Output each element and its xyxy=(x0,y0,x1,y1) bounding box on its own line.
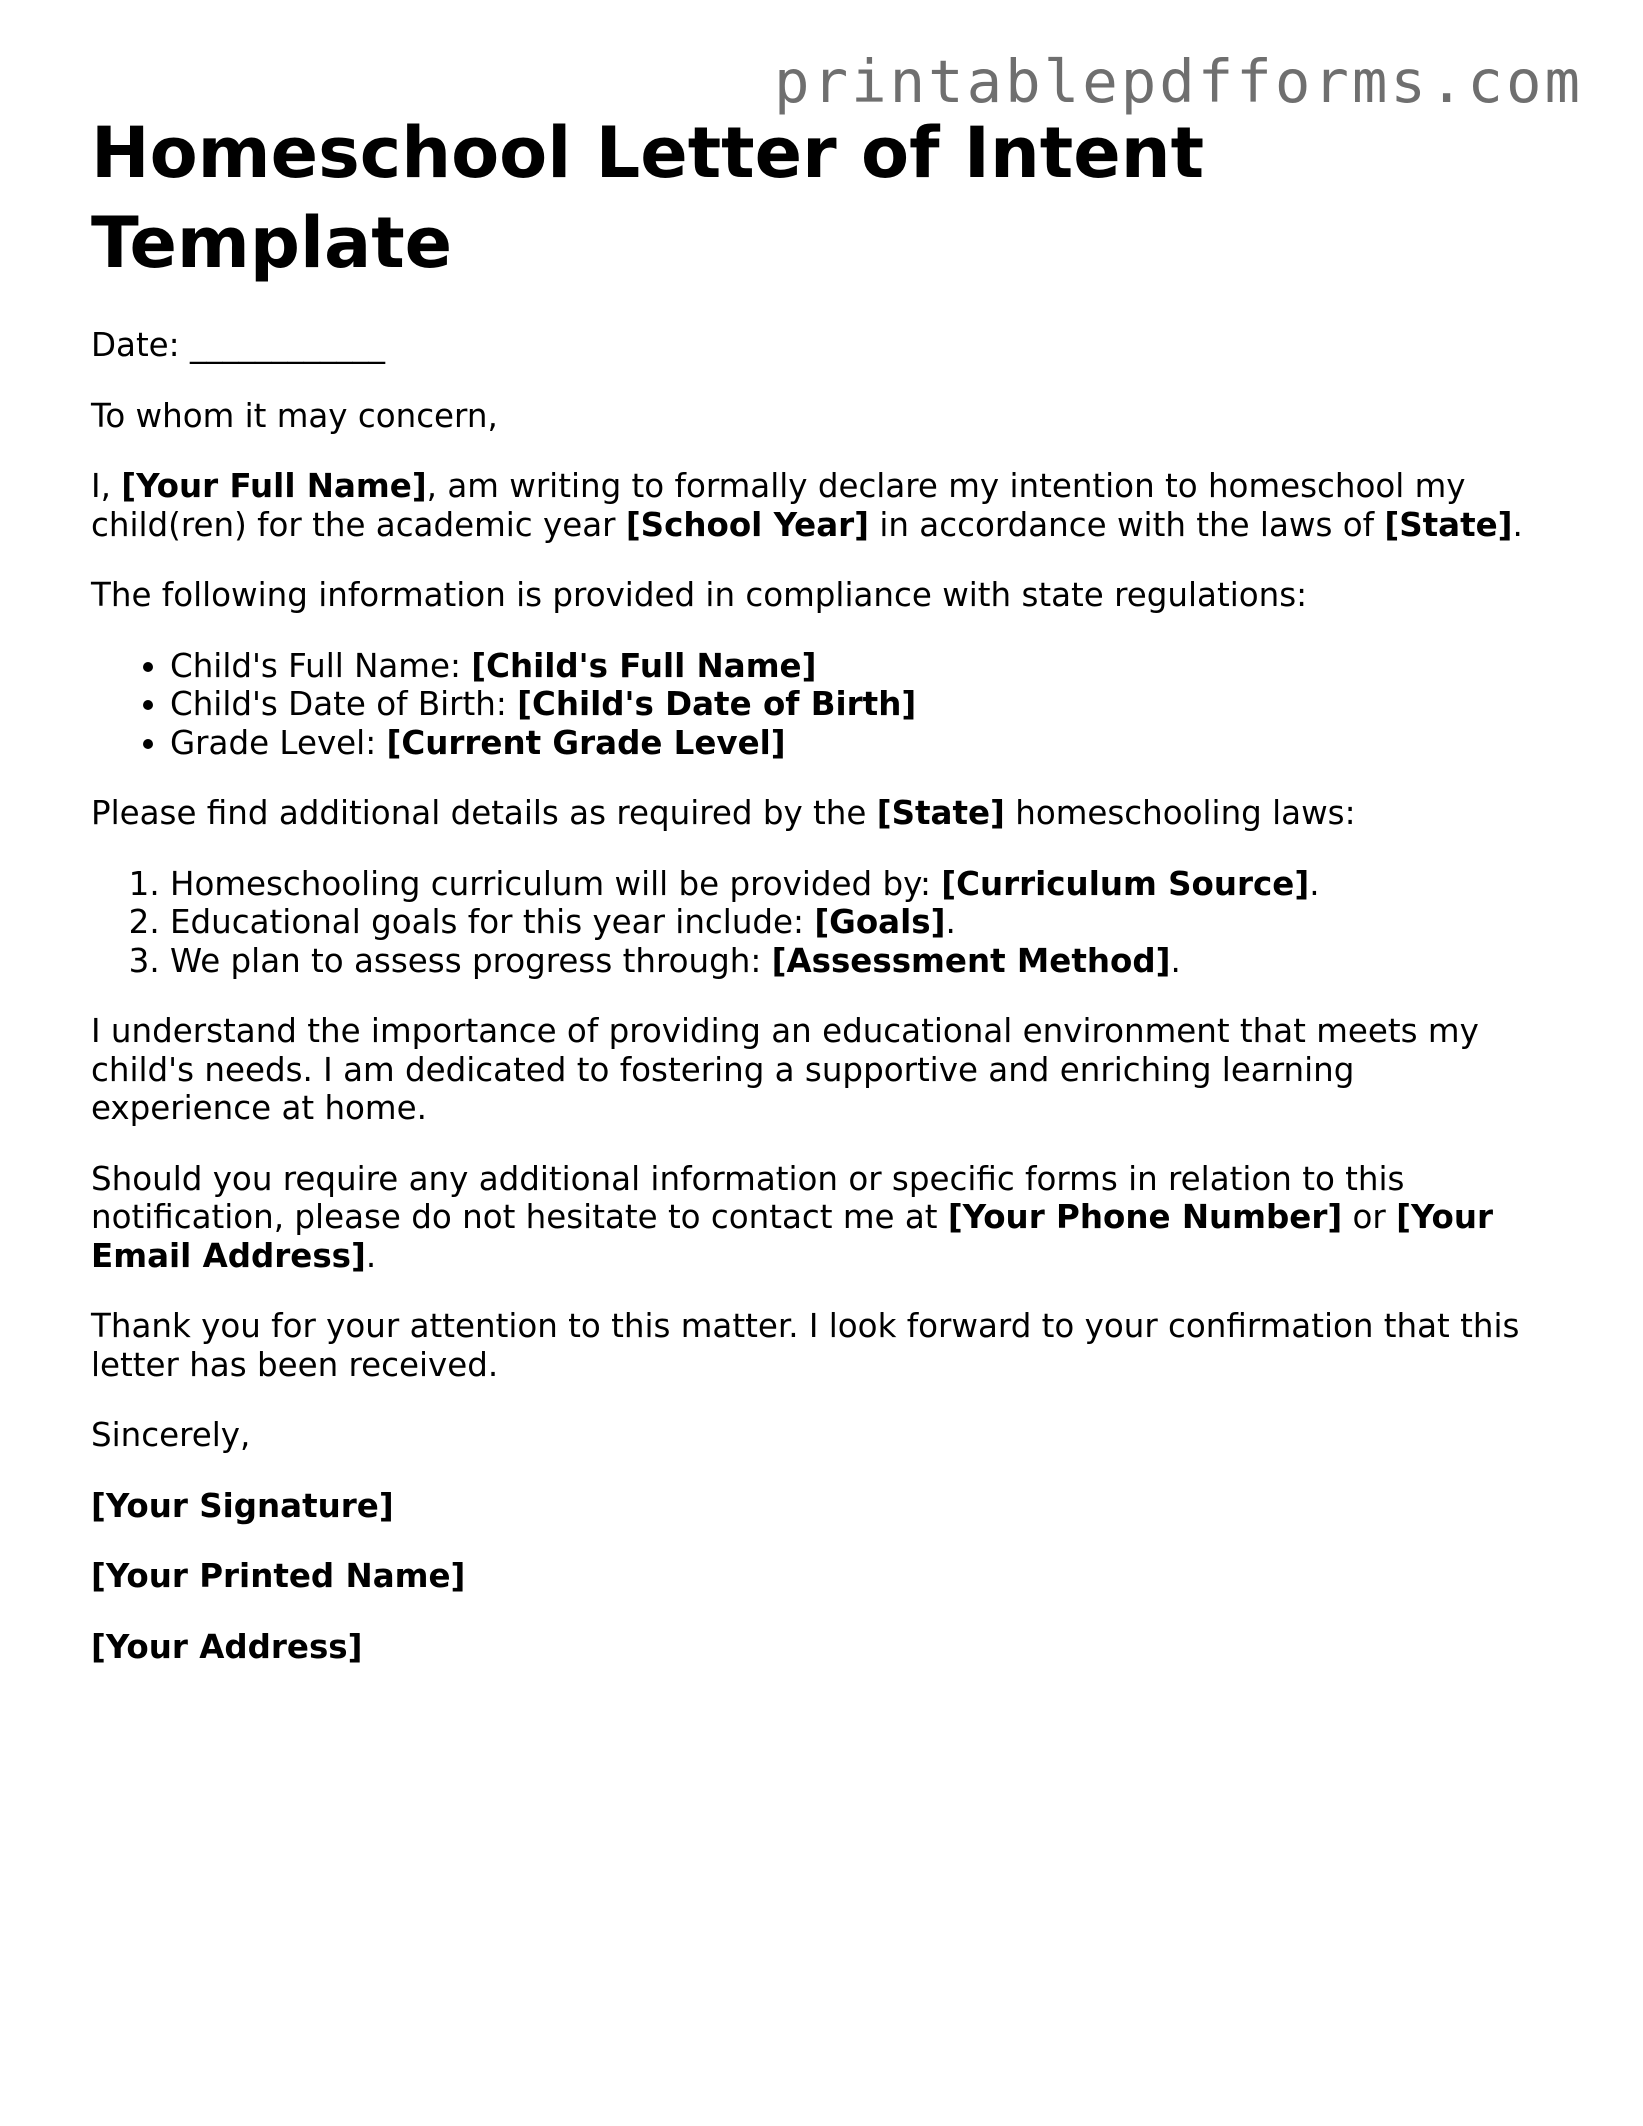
list-item xyxy=(170,647,1531,686)
item-end: . xyxy=(1170,941,1181,980)
details-intro xyxy=(91,794,1531,833)
intro-text: I, xyxy=(91,467,122,505)
item-placeholder: [Child's Full Name] xyxy=(471,646,817,685)
item-label: Educational goals for this year include: xyxy=(170,903,815,941)
signature-text: [Your Signature] xyxy=(91,1486,394,1525)
school-year-placeholder: [School Year] xyxy=(625,505,870,544)
list-item xyxy=(170,903,1531,942)
salutation: To whom it may concern, xyxy=(91,396,498,435)
watermark: printablepdfforms.com xyxy=(774,47,1583,116)
email-placeholder: [Your Email Address] xyxy=(91,1198,1494,1275)
understand-paragraph: I understand the importance of providing an educational environment that meets my child's needs. I am dedicated to fostering a supportive and enriching learning experience at home. xyxy=(91,1012,1479,1127)
contact-text: or xyxy=(1342,1198,1397,1236)
details-text: homeschooling laws: xyxy=(1004,794,1356,832)
child-info-list xyxy=(91,647,1531,763)
full-name-placeholder: [Your Full Name] xyxy=(121,467,427,505)
letter-body xyxy=(91,108,1531,1698)
date-blank: ____________ xyxy=(189,326,385,364)
item-end: . xyxy=(945,903,956,941)
date-label: Date: xyxy=(91,326,180,364)
contact-text: Should you require any additional information or specific forms in relation to this notification, please do not hesitate to contact me at xyxy=(91,1159,1405,1236)
details-text: Please find additional details as required by the xyxy=(91,794,877,832)
intro-text: . xyxy=(1512,505,1523,544)
page-title: Homeschool Letter of Intent Template xyxy=(91,112,1205,284)
phone-placeholder: [Your Phone Number] xyxy=(947,1198,1343,1236)
list-item xyxy=(170,685,1531,724)
list-item xyxy=(170,942,1531,981)
contact-text: . xyxy=(365,1236,377,1275)
date-line xyxy=(91,326,1531,365)
item-label: Child's Full Name: xyxy=(170,646,472,685)
address-text: [Your Address] xyxy=(91,1627,363,1666)
printed-name-text: [Your Printed Name] xyxy=(91,1557,466,1595)
details-list xyxy=(91,865,1531,981)
item-placeholder: [Curriculum Source] xyxy=(941,864,1310,903)
item-end: . xyxy=(1309,864,1320,903)
closing: Sincerely, xyxy=(91,1416,251,1454)
item-label: We plan to assess progress through: xyxy=(170,941,772,980)
info-intro: The following information is provided in compliance with state regulations: xyxy=(91,576,1308,614)
item-placeholder: [Goals] xyxy=(814,903,946,941)
address-placeholder xyxy=(91,1628,1531,1667)
intro-text: in accordance with the laws of xyxy=(869,505,1385,544)
state-placeholder: [State] xyxy=(876,794,1005,832)
item-placeholder: [Child's Date of Birth] xyxy=(517,685,917,723)
item-label: Child's Date of Birth: xyxy=(170,685,518,723)
item-placeholder: [Assessment Method] xyxy=(771,941,1171,980)
item-label: Homeschooling curriculum will be provided by: xyxy=(170,864,942,903)
item-label: Grade Level: xyxy=(170,723,387,762)
item-placeholder: [Current Grade Level] xyxy=(386,723,786,762)
thanks-paragraph: Thank you for your attention to this matter. I look forward to your confirmation that this letter has been received. xyxy=(91,1307,1520,1384)
intro-text: , am writing to formally declare my intention to homeschool my child(ren) for the academic year xyxy=(91,467,1466,544)
signature-placeholder xyxy=(91,1487,1531,1526)
state-placeholder: [State] xyxy=(1384,505,1513,544)
intro-paragraph xyxy=(91,467,1531,544)
printed-name-placeholder xyxy=(91,1557,1531,1596)
list-item xyxy=(170,865,1531,904)
contact-paragraph xyxy=(91,1160,1531,1276)
list-item xyxy=(170,724,1531,763)
